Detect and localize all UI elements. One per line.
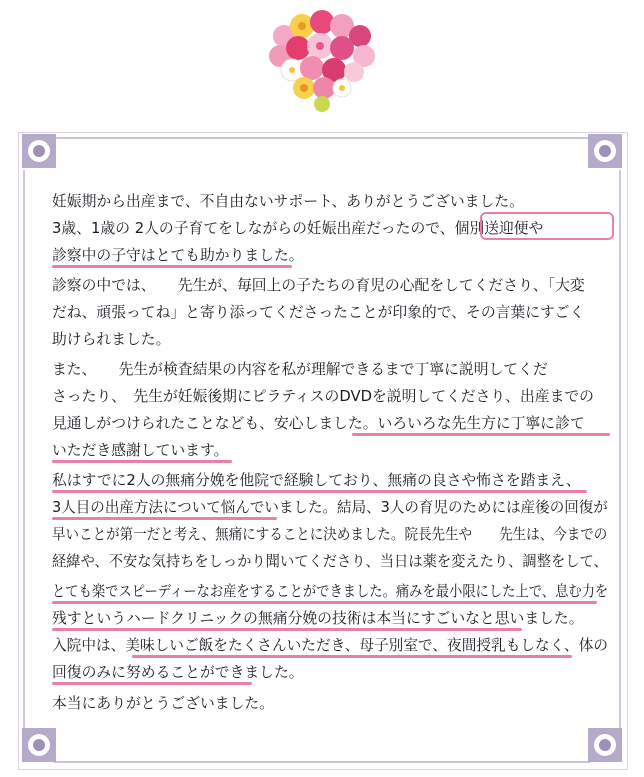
letter-line-15: とても楽でスピーディーなお産をすることができました。痛みを最小限にした上で、息む力を — [52, 583, 609, 600]
highlight-underline — [52, 490, 587, 493]
letter-line-2: 3歳、1歳の 2人の子育てをしながらの妊娠出産だったので、個別送迎便や — [52, 220, 544, 237]
letter-line-1: 妊娠期から出産まで、不自由ないサポート、ありがとうございました。 — [52, 193, 524, 210]
letter-line-5: だね、頑張ってね」と寄り添ってくださったことが印象的で、その言葉にすごく — [52, 304, 585, 321]
letter-line-4: 診察の中では、 先生が、毎回上の子たちの育児の心配をしてくださり、「大変 — [52, 277, 585, 294]
letter-line-12: 3人目の出産方法について悩んでいました。結局、3人の育児のためには産後の回復が — [52, 499, 608, 516]
highlight-underline — [52, 601, 597, 604]
letter-line-6: 助けられました。 — [52, 331, 171, 348]
highlight-underline — [52, 265, 292, 268]
highlight-underline — [52, 682, 252, 685]
letter-line-8: さったり、 先生が妊娠後期にピラティスのDVDを説明してくださり、出産までの — [52, 388, 594, 405]
letter-line-17: 入院中は、美味しいご飯をたくさんいただき、母子別室で、夜間授乳もしなく、体の — [52, 637, 609, 654]
letter-line-14: 経緯や、不安な気持ちをしっかり聞いてくださり、当日は薬を変えたり、調整をして、 — [52, 553, 608, 570]
highlight-underline — [52, 460, 232, 463]
highlight-underline — [52, 628, 522, 631]
letter-line-19: 本当にありがとうございました。 — [52, 695, 274, 712]
letter-line-10: いただき感謝しています。 — [52, 442, 229, 459]
highlight-box — [480, 212, 614, 240]
letter-line-9: 見通しがつけられたことなども、安心しました。いろいろな先生方に丁寧に診て — [52, 415, 585, 432]
letter-line-11: 私はすでに2人の無痛分娩を他院で経験しており、無痛の良さや怖さを踏まえ、 — [52, 472, 581, 489]
letter-line-18: 回復のみに努めることができました。 — [52, 664, 304, 681]
highlight-underline — [132, 655, 572, 658]
highlight-underline — [52, 517, 277, 520]
letter-line-13: 早いことが第一だと考え、無痛にすることに決めました。院長先生や 先生は、今までの — [52, 526, 608, 543]
heart-bouquet — [269, 10, 375, 112]
letter-line-16: 残すというハードクリニックの無痛分娩の技術は本当にすごいなと思いました。 — [52, 610, 584, 627]
flower-bouquet-illustration — [262, 8, 384, 114]
letter-line-3: 診察中の子守はとても助かりました。 — [52, 247, 304, 264]
letter-line-7: また、 先生が検査結果の内容を私が理解できるまで丁寧に説明してくだ — [52, 361, 548, 378]
highlight-underline — [352, 433, 610, 436]
